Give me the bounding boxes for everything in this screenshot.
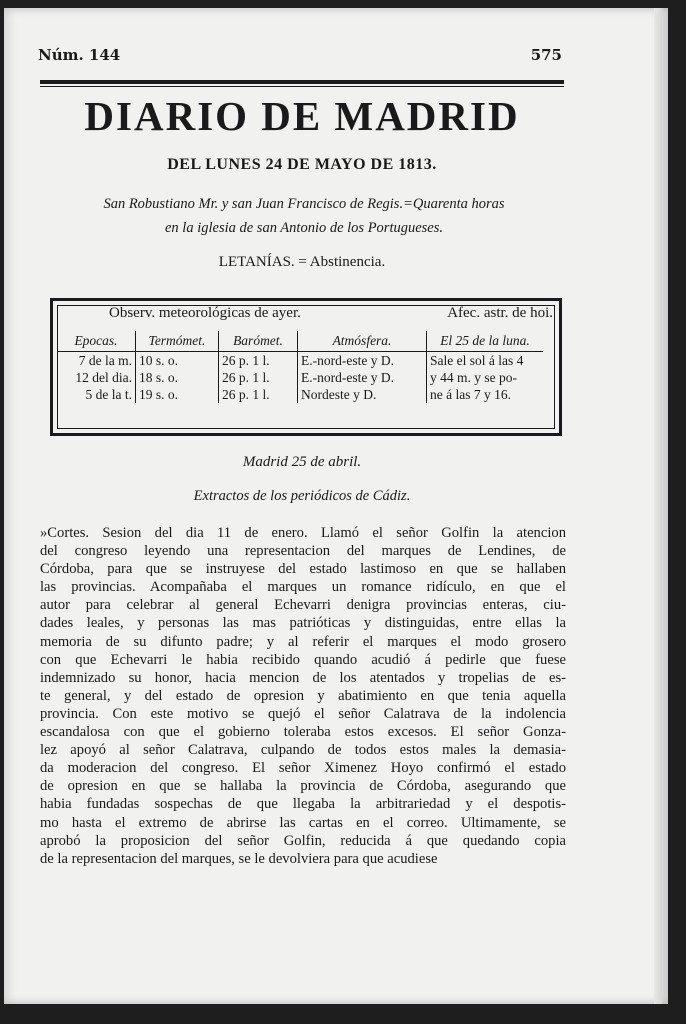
table-row xyxy=(57,369,543,386)
cell-termometro: 10 s. o. xyxy=(136,352,219,370)
saints-line-2: en la iglesia de san Antonio de los Portugueses. xyxy=(164,220,444,236)
article-line: lez apoyó al señor Calatrava, culpando de todos estos males la demasia- xyxy=(40,742,566,759)
table-row xyxy=(57,386,543,403)
col-luna: El 25 de la luna. xyxy=(427,331,544,352)
cell-luna: y 44 m. y se po- xyxy=(427,369,544,386)
section-dateline: Madrid 25 de abril. xyxy=(242,454,362,470)
meteo-header-row xyxy=(57,331,543,352)
page-number: 575 xyxy=(530,46,562,64)
article-line: las provincias. Acompañaba el marques un romance ridículo, en que el xyxy=(40,579,566,596)
newspaper-page xyxy=(4,8,668,1004)
saints-of-the-day xyxy=(44,192,564,240)
meteorological-table-box xyxy=(50,298,562,436)
cell-atmosfera: E.-nord-este y D. xyxy=(298,369,427,386)
article-body xyxy=(40,524,566,868)
header-rule-thin xyxy=(40,86,564,87)
article-line: con que Echevarri le habia recibido quando acudió á pedirle que fuese xyxy=(40,651,566,668)
article-line: te general, y del estado de opresion y abatimiento en que tenia aquella xyxy=(40,687,566,704)
article-line: habia fundadas sospechas de que llegaba la arbitrariedad y el despotis- xyxy=(40,796,566,813)
article-line: aprobó la proposicion del señor Golfin, reducida á que quedando copia xyxy=(40,832,566,849)
section-subtitle: Extractos de los periódicos de Cádiz. xyxy=(193,488,411,504)
article-line: escandalosa con que el gobierno toleraba estos excesos. El señor Gonza- xyxy=(40,724,566,741)
dateline: DEL LUNES 24 DE MAYO DE 1813. xyxy=(167,156,437,173)
article-line: mo hasta el extremo de abrirse las cartas en el correo. Ultimamente, se xyxy=(40,814,566,831)
cell-termometro: 18 s. o. xyxy=(136,369,219,386)
col-epocas: Epocas. xyxy=(57,331,136,352)
cell-atmosfera: E.-nord-este y D. xyxy=(298,352,427,370)
article-line: de opresion en que se hallaba la provincia de Córdoba, asegurando que xyxy=(40,778,566,795)
cell-barometro: 26 p. 1 l. xyxy=(219,386,298,403)
cell-barometro: 26 p. 1 l. xyxy=(219,369,298,386)
page-edge xyxy=(654,8,662,1004)
page-header xyxy=(38,46,562,64)
meteo-table xyxy=(57,331,543,403)
article-line: del congreso leyendo una representacion del marques de Lendines, de xyxy=(40,543,566,560)
article-line: memoria de su difunto padre; y al referir el marques el modo grosero xyxy=(40,633,566,650)
cell-epoca: 5 de la t. xyxy=(85,387,132,402)
cell-termometro: 19 s. o. xyxy=(136,386,219,403)
article-line: provincia. Con este motivo se quejó el señor Calatrava de la indolencia xyxy=(40,705,566,722)
col-barometro: Barómet. xyxy=(219,331,298,352)
cell-epoca: 7 de la m. xyxy=(78,353,132,368)
saints-line-1: San Robustiano Mr. y san Juan Francisco de Regis.=Quarenta horas xyxy=(103,196,505,212)
masthead-title: DIARIO DE MADRID xyxy=(84,93,520,139)
meteo-title-right: Afec. astr. de hoi. xyxy=(447,305,553,321)
cell-atmosfera: Nordeste y D. xyxy=(298,386,427,403)
col-termometro: Termómet. xyxy=(136,331,219,352)
article-line: indemnizado su honor, hacia mencion de los atentados y tropelias de es- xyxy=(40,669,566,686)
cell-luna: ne á las 7 y 16. xyxy=(427,386,544,403)
meteo-title-row xyxy=(53,305,559,322)
header-rule-thick xyxy=(40,80,564,84)
cell-luna: Sale el sol á las 4 xyxy=(427,352,544,370)
article-line: »Cortes. Sesion del dia 11 de enero. Llamó el señor Golfin la atencion xyxy=(40,525,566,541)
article-line: Córdoba, para que se instruyese del estado lastimoso en que se hallaben xyxy=(40,561,566,578)
letanias-line: LETANÍAS. = Abstinencia. xyxy=(218,254,386,270)
cell-barometro: 26 p. 1 l. xyxy=(219,352,298,370)
meteo-title-left: Observ. meteorológicas de ayer. xyxy=(109,305,301,321)
article-line: de la representacion del marques, se le devolviera para que acudiese xyxy=(40,850,438,867)
cell-epoca: 12 del dia. xyxy=(75,370,132,385)
col-atmosfera: Atmósfera. xyxy=(298,331,427,352)
article-line: da moderacion del congreso. El señor Ximenez Hoyo confirmó el estado xyxy=(40,760,566,777)
issue-number: Núm. 144 xyxy=(38,46,121,64)
table-row xyxy=(57,352,543,370)
article-line: autor para celebrar al general Echevarri denigra provincias enteras, ciu- xyxy=(40,597,566,614)
article-line: dades leales, y personas las mas patrióticas y distinguidas, entre ellas la xyxy=(40,615,566,632)
